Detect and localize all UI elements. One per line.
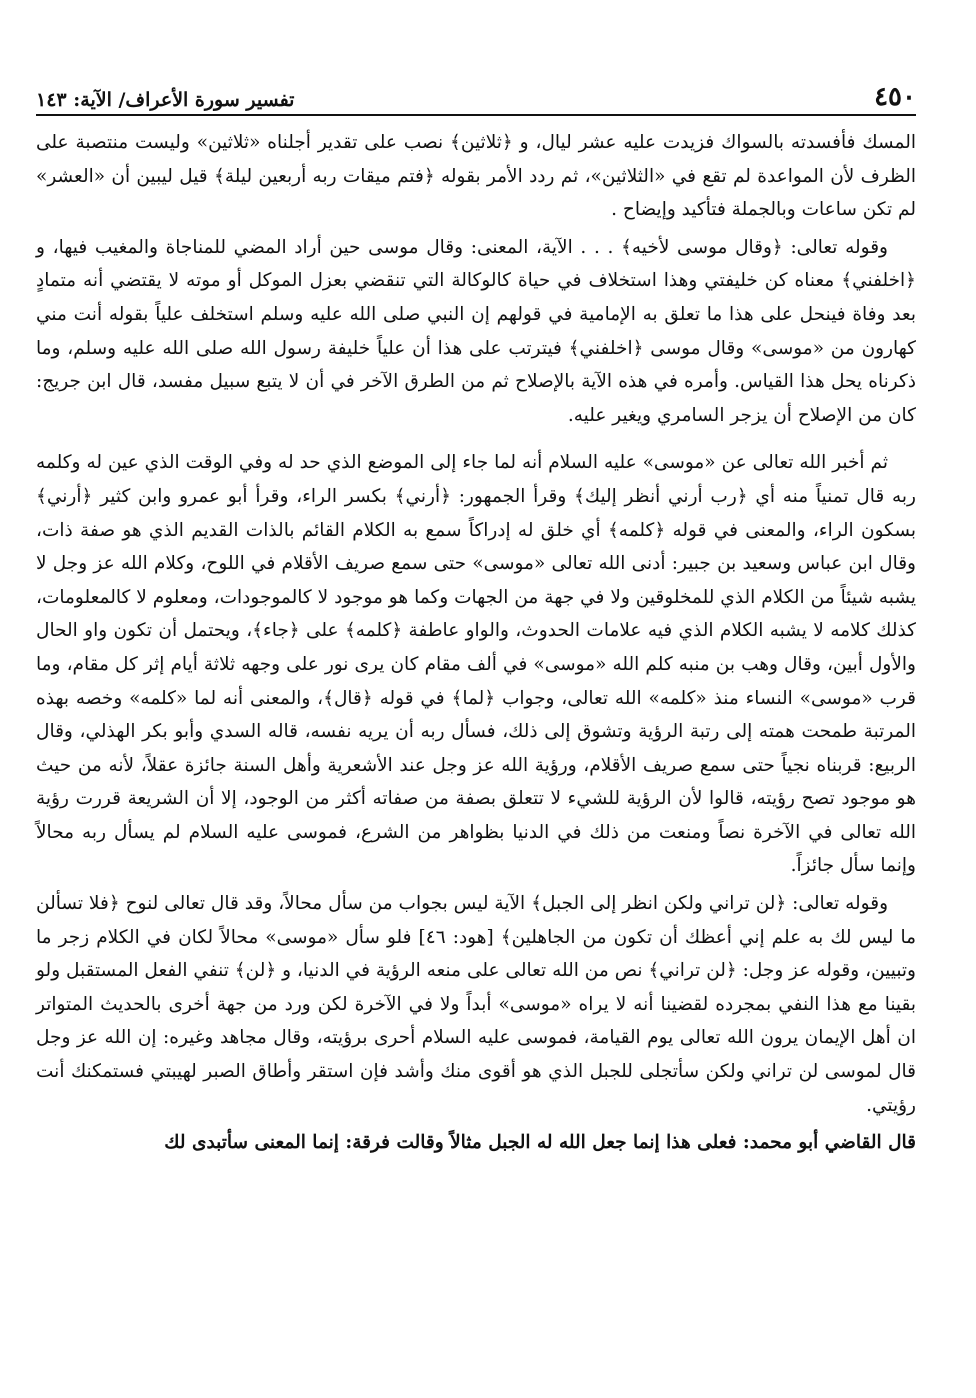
page-number: ٤٥٠ — [874, 82, 916, 112]
paragraph: قال القاضي أبو محمد: فعلى هذا إنما جعل الله له الجبل مثالاً وقالت فرقة: إنما المعنى سأتبدى لك — [164, 1132, 916, 1154]
main-text — [36, 126, 916, 1160]
paragraph: المسك فأفسدته بالسواك فزيدت عليه عشر ليال، و ﴿ثلاثين﴾ نصب على تقدير أجلناه «ثلاثين» وليست منتصبة على الظرف لأن المواعدة لم تقع في «الثلاثين»، ثم ردد الأمر بقوله ﴿فتم ميقات ربه أربعين ليلة﴾ قيل ليبين أن «العشر» لم تكن ساعات وبالجملة فتأكيد وإيضاح . — [36, 132, 916, 221]
paragraph: وقوله تعالى: ﴿لن تراني ولكن انظر إلى الجبل﴾ الآية ليس بجواب من سأل محالاً، وقد قال تعالى لنوح ﴿فلا تسألن ما ليس لك به علم إني أعظك أن تكون من الجاهلين﴾ [هود: ٤٦] فلو سأل «موسى» محالاً لكان في الكلام زجر ما وتبيين، وقوله عز وجل: ﴿لن تراني﴾ نص من الله تعالى على منعه الرؤية في الدنيا، و ﴿لن﴾ تنفي الفعل المستقبل ولو بقينا مع هذا النفي بمجرده لقضينا أنه لا يراه «موسى» أبداً ولا في الآخرة لكن ورد من جهة أخرى بالحديث المتواتر ان أهل الإيمان يرون الله تعالى يوم القيامة، فموسى عليه السلام أحرى برؤيته، وقال مجاهد وغيره: إن الله عز وجل قال لموسى لن تراني ولكن سأتجلى للجبل الذي هو أقوى منك وأشد فإن استقر وأطاق الصبر لهيبتي فستمكنك أنت رؤيتي. — [36, 893, 916, 1116]
paragraph: وقوله تعالى: ﴿وقال موسى لأخيه﴾ . . . الآية، المعنى: وقال موسى حين أراد المضي للمناجاة والمغيب فيها، و ﴿اخلفني﴾ معناه كن خليفتي وهذا استخلاف في حياة كالوكالة التي تنقضي بعزل الموكل أو موته لا يقتضي أنه متمادٍ بعد وفاة فينحل على هذا ما تعلق به الإمامية في قولهم إن النبي صلى الله عليه وسلم استخلف علياً بقوله أنت مني كهارون من «موسى» وقال موسى ﴿اخلفني﴾ فيترتب على هذا أن علياً خليفة رسول الله صلى الله عليه وسلم، وما ذكرناه يحل هذا القياس. وأمره في هذه الآية بالإصلاح ثم من الطرق الآخر في أن لا يتبع سبيل مفسد، قال ابن جريج: كان من الإصلاح أن يزجر السامري ويغير عليه. — [36, 236, 916, 426]
paragraph: ثم أخبر الله تعالى عن «موسى» عليه السلام أنه لما جاء إلى الموضع الذي حد له وفي الوقت الذي عين له وكلمه ربه قال تمنياً منه أي ﴿رب أرني أنظر إليك﴾ وقرأ الجمهور: ﴿أرني﴾ بكسر الراء، وقرأ أبو عمرو وابن كثير ﴿أرني﴾ بسكون الراء، والمعنى في قوله ﴿كلمه﴾ أي خلق له إدراكاً سمع به الكلام القائم بالذات القديم الذي هو صفة ذات، وقال ابن عباس وسعيد بن جبير: أدنى الله تعالى «موسى» حتى سمع صريف الأقلام في اللوح، وكلام الله عز وجل لا يشبه شيئاً من الكلام الذي للمخلوقين ولا في جهة من الجهات وكما هو موجود لا كالموجودات، ومعلوم لا كالمعلومات، كذلك كلامه لا يشبه الكلام الذي فيه علامات الحدوث، والواو عاطفة ﴿كلمه﴾ على ﴿جاء﴾، ويحتمل أن تكون واو الحال والأول أبين، وقال وهب بن منبه كلم الله «موسى» في ألف مقام كان يرى نور على وجهه ثلاثة أيام إثر كل مقام، وما قرب «موسى» النساء منذ «كلمه» الله تعالى، وجواب ﴿لما﴾ في قوله ﴿قال﴾، والمعنى أنه لما «كلمه» وخصه بهذه المرتبة طمحت همته إلى رتبة الرؤية وتشوق إلى ذلك، فسأل ربه أن يريه نفسه، قاله السدي وأبو بكر الهذلي، وقال الربيع: قربناه نجياً حتى سمع صريف الأقلام، ورؤية الله عز وجل عند الأشعرية وأهل السنة جائزة عقلاً، لأنه من حيث هو موجود تصح رؤيته، قالوا لأن الرؤية للشيء لا تتعلق بصفة من صفاته أكثر من الوجود، إلا أن الشريعة قررت رؤية الله تعالى في الآخرة نصاً ومنعت من ذلك في الدنيا بظواهر من الشرع، فموسى عليه السلام لم يسأل ربه محالاً وإنما سأل جائزاً. — [36, 452, 916, 877]
running-title: تفسير سورة الأعراف/ الآية: ١٤٣ — [36, 89, 295, 111]
page-header — [36, 82, 916, 116]
